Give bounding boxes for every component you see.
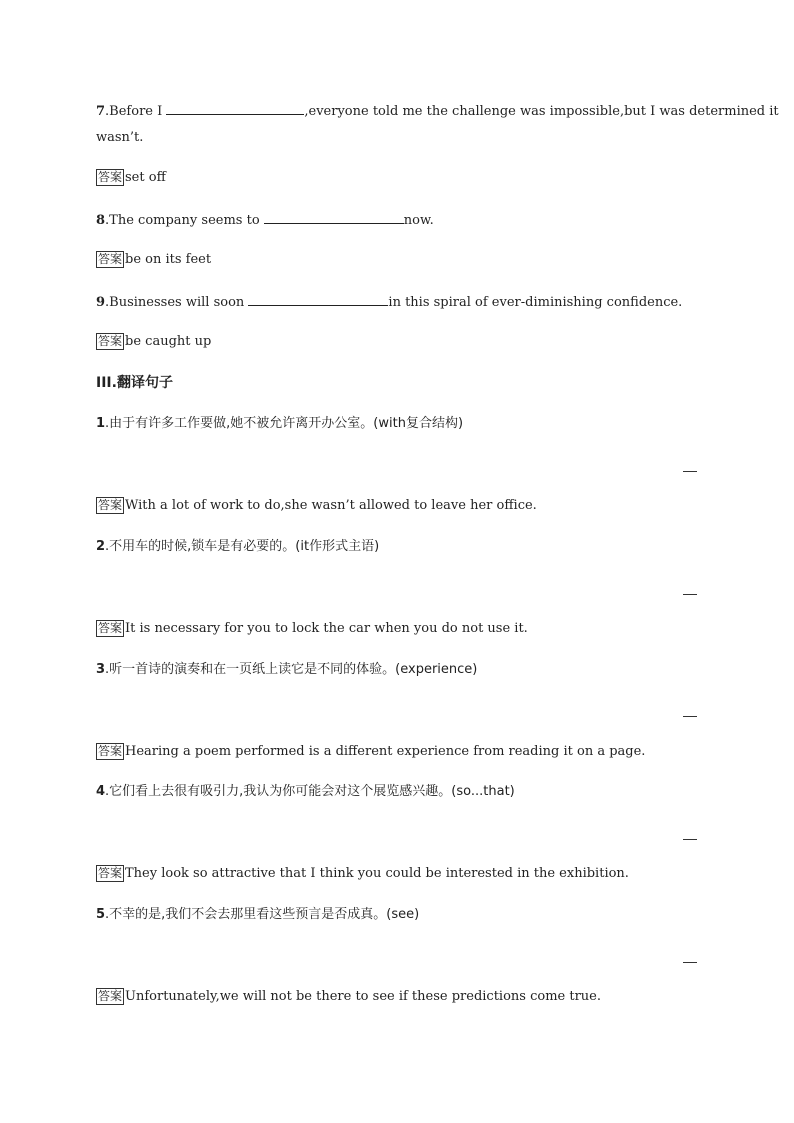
answer-text: Unfortunately,we will not be there to see if these predictions come true. [125,989,601,1004]
prompt-text: .不幸的是,我们不会去那里看这些预言是否成真。(see) [105,907,420,922]
question-text-before: .Before I [105,104,167,119]
answer-tag: 答案 [98,252,123,266]
answer-line[interactable] [683,839,697,840]
translation-3-prompt [96,661,697,679]
translation-4-prompt [96,783,697,801]
answer-blank[interactable] [248,292,388,306]
answer-blank[interactable] [264,210,404,224]
question-text-before: .Businesses will soon [105,295,249,310]
question-number: 9 [96,295,106,310]
answer-text: With a lot of work to do,she wasn’t allowed to leave her office. [125,498,537,513]
translation-1-answer [96,497,537,515]
prompt-text: .不用车的时候,锁车是有必要的。(it作形式主语) [105,539,380,554]
question-number: 3 [96,662,106,677]
answer-text: be on its feet [125,252,212,267]
question-number: 7 [96,104,106,119]
question-number: 2 [96,539,106,554]
question-7-line-1 [96,101,779,121]
question-7-line-2: wasn’t. [96,130,144,145]
answer-line[interactable] [683,716,697,717]
prompt-text: .听一首诗的演奏和在一页纸上读它是不同的体验。(experience) [105,662,478,677]
question-text-after: ,everyone told me the challenge was impossible,but I was determined it [304,104,779,119]
translation-2-prompt [96,538,697,556]
answer-text: be caught up [125,334,212,349]
answer-7 [96,169,166,187]
answer-tag: 答案 [98,334,123,348]
answer-tag: 答案 [98,866,123,880]
question-number: 8 [96,213,106,228]
question-text-before: .The company seems to [105,213,264,228]
question-text-after: in this spiral of ever-diminishing confidence. [388,295,683,310]
translation-1-prompt [96,415,697,433]
section-title: III.翻译句子 [96,375,173,391]
translation-5-prompt [96,906,697,924]
answer-text: set off [125,170,166,185]
answer-text: It is necessary for you to lock the car when you do not use it. [125,621,528,636]
answer-line[interactable] [683,962,697,963]
prompt-text: .由于有许多工作要做,她不被允许离开办公室。(with复合结构) [105,416,464,431]
question-number: 5 [96,907,106,922]
translation-5-answer [96,988,601,1006]
answer-8 [96,251,211,269]
translation-3-answer [96,743,645,761]
question-8 [96,210,697,230]
question-text-after: now. [403,213,434,228]
question-number: 1 [96,416,106,431]
answer-line[interactable] [683,471,697,472]
prompt-text: .它们看上去很有吸引力,我认为你可能会对这个展览感兴趣。(so...that) [105,784,515,799]
answer-tag: 答案 [98,498,123,512]
answer-text: Hearing a poem performed is a different experience from reading it on a page. [125,744,646,759]
question-number: 4 [96,784,106,799]
answer-blank[interactable] [166,101,304,115]
question-9 [96,292,697,312]
translation-2-answer [96,620,528,638]
answer-tag: 答案 [98,621,123,635]
answer-tag: 答案 [98,170,123,184]
answer-9 [96,333,211,351]
answer-line[interactable] [683,594,697,595]
translation-4-answer [96,865,629,883]
answer-text: They look so attractive that I think you could be interested in the exhibition. [125,866,629,881]
answer-tag: 答案 [98,989,123,1003]
answer-tag: 答案 [98,744,123,758]
